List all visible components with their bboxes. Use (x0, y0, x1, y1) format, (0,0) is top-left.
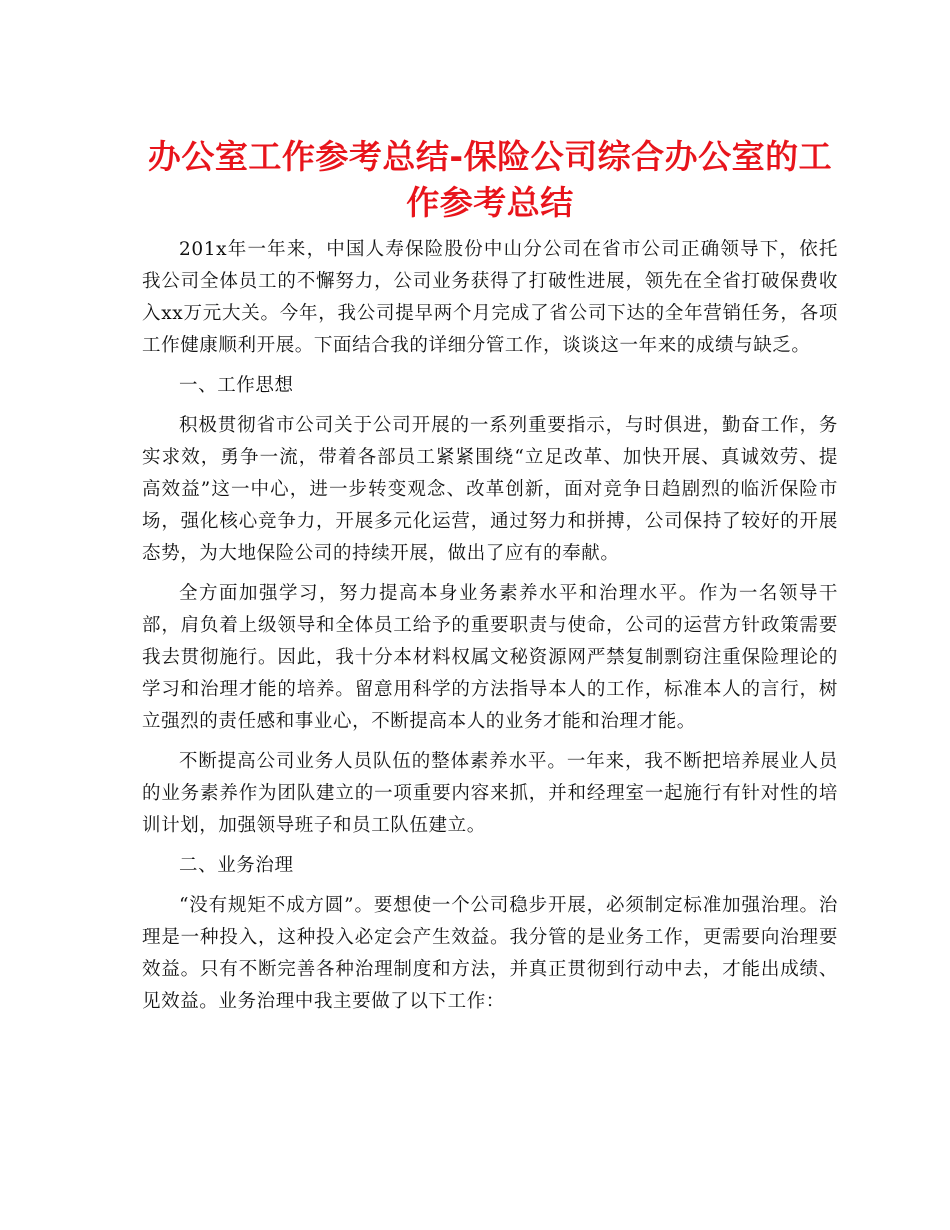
paragraph-team: 不断提高公司业务人员队伍的整体素养水平。一年来，我不断把培养展业人员的业务素养作为团队建立的一项重要内容来抓，并和经理室一起施行有针对性的培训计划，加强领导班子和员工队伍建立。 (142, 751, 838, 836)
document-title: 办公室工作参考总结-保险公司综合办公室的工作参考总结 (147, 137, 833, 222)
document-body (142, 234, 838, 1018)
paragraph-business-management: “没有规矩不成方圆”。要想使一个公司稳步开展，必须制定标准加强治理。治理是一种投入，这种投入必定会产生效益。我分管的是业务工作，更需要向治理要效益。只有不断完善各种治理制度和方法，并真正贯彻到行动中去，才能出成绩、见效益。业务治理中我主要做了以下工作： (142, 895, 838, 1012)
paragraph-intro: 201x年一年来，中国人寿保险股份中山分公司在省市公司正确领导下，依托我公司全体员工的不懈努力，公司业务获得了打破性进展，领先在全省打破保费收入xx万元大关。今年，我公司提早两个月完成了省公司下达的全年营销任务，各项工作健康顺利开展。下面结合我的详细分管工作，谈谈这一年来的成绩与缺乏。 (142, 239, 838, 356)
section-heading-work-thought: 一、工作思想 (179, 375, 294, 396)
paragraph-work-thought: 积极贯彻省市公司关于公司开展的一系列重要指示，与时俱进，勤奋工作，务实求效，勇争一流，带着各部员工紧紧围绕“立足改革、加快开展、真诚效劳、提高效益”这一中心，进一步转变观念、改革创新，面对竞争日趋剧烈的临沂保险市场，强化核心竞争力，开展多元化运营，通过努力和拼搏，公司保持了较好的开展态势，为大地保险公司的持续开展，做出了应有的奉献。 (142, 415, 838, 564)
paragraph-study: 全方面加强学习，努力提高本身业务素养水平和治理水平。作为一名领导干部，肩负着上级领导和全体员工给予的重要职责与使命，公司的运营方针政策需要我去贯彻施行。因此，我十分本材料权属文秘资源网严禁复制剽窃注重保险理论的学习和治理才能的培养。留意用科学的方法指导本人的工作，标准本人的言行，树立强烈的责任感和事业心，不断提高本人的业务才能和治理才能。 (142, 583, 838, 732)
section-heading-business-management: 二、业务治理 (179, 855, 294, 876)
